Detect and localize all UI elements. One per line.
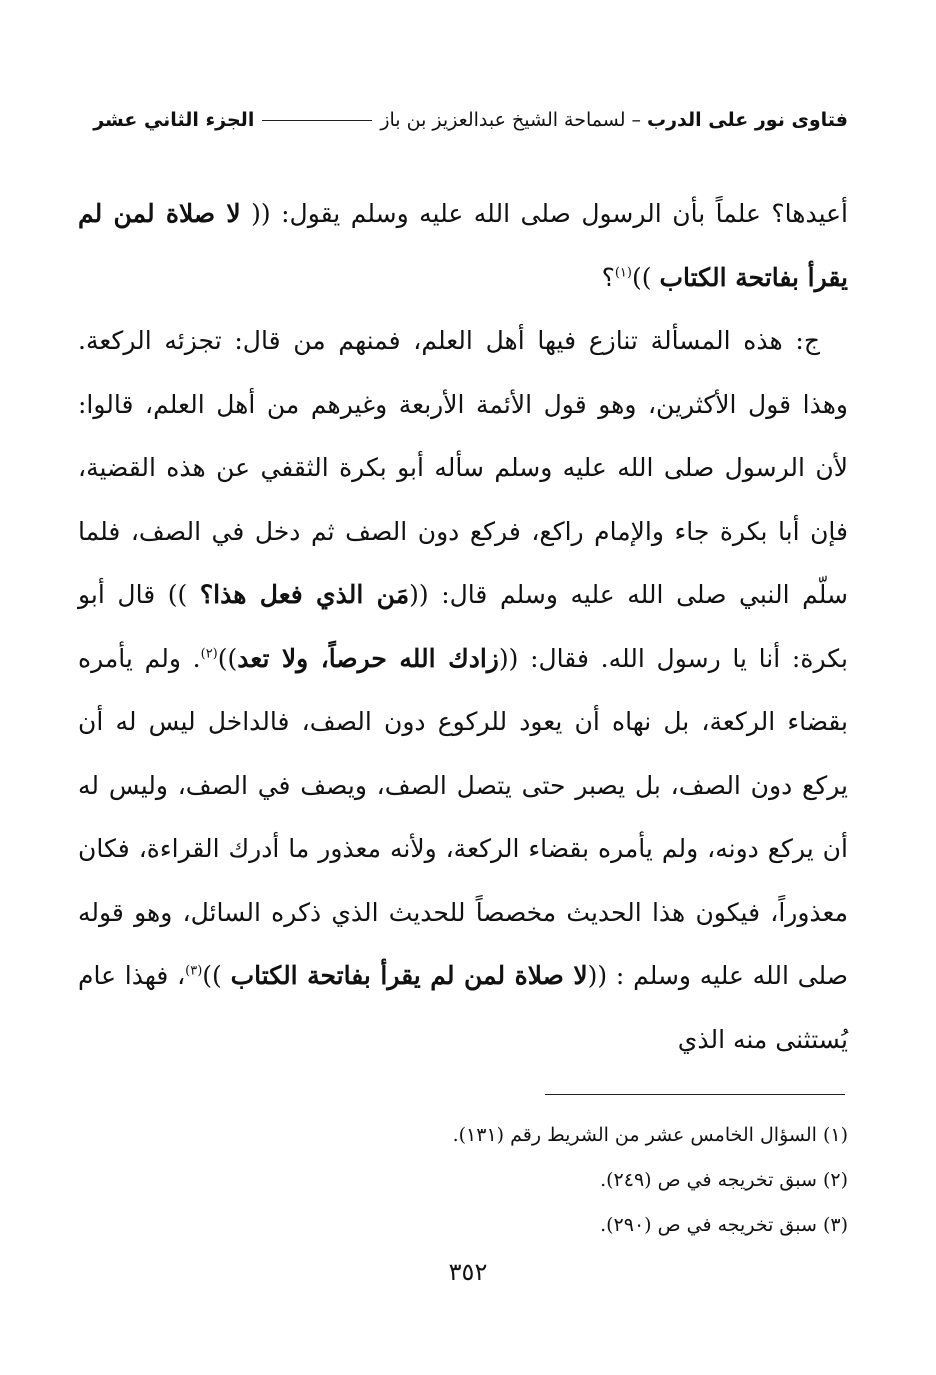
footnote-divider	[545, 1094, 845, 1095]
footnote-1: (١) السؤال الخامس عشر من الشريط رقم (١٣١).	[452, 1124, 848, 1146]
quote-close: ))	[631, 262, 652, 292]
footnote-ref-1: (١)	[614, 265, 632, 281]
footnotes	[78, 1113, 848, 1248]
main-text	[78, 182, 848, 1071]
hadith-quote: لا صلاة لمن لم يقرأ بفاتحة الكتاب	[78, 199, 848, 292]
hadith-quote: زادك الله حرصاً، ولا تعد	[237, 643, 499, 673]
question-paragraph	[78, 182, 848, 309]
running-header	[78, 100, 848, 140]
answer-text: ج: هذه المسألة تنازع فيها أهل العلم، فمنهم من قال: تجزئه الركعة. وهذا قول الأكثرين، وهو قول الأئمة الأربعة وغيرهم من أهل العلم، قالوا: لأن الرسول صلى الله عليه وسلم سأله أبو بكرة الثقفي عن هذه القضية، فإن أبا بكرة جاء والإمام راكع، فركع دون الصف ثم دخل في الصف، فلما سلّم النبي صلى الله عليه وسلم قال: ((	[78, 326, 849, 609]
answer-text: . ولم يأمره بقضاء الركعة، بل نهاه أن يعود للركوع دون الصف، فالداخل ليس له أن يركع دون الصف، بل يصبر حتى يتصل الصف، ويصف في الصف، وليس له أن يركع دونه، ولم يأمره بقضاء الركعة، ولأنه معذور ما أدرك القراءة، فكان معذوراً، فيكون هذا الحديث مخصصاً للحديث الذي ذكره السائل، وهو قوله صلى الله عليه وسلم : ((	[78, 643, 848, 990]
hadith-quote: لا صلاة لمن لم يقرأ بفاتحة الكتاب	[230, 961, 588, 990]
header-rule	[262, 120, 372, 121]
hadith-quote: مَن الذي فعل هذا؟	[199, 580, 410, 609]
footnote-3: (٣) سبق تخريجه في ص (٢٩٠).	[600, 1214, 848, 1236]
volume-part: الجزء الثاني عشر	[93, 109, 255, 131]
question-mark: ؟	[601, 262, 615, 292]
answer-paragraph	[78, 309, 848, 1071]
page-number: ٣٥٢	[448, 1258, 488, 1286]
footnote-ref-3: (٣)	[185, 963, 203, 979]
footnote-ref-2: (٢)	[200, 646, 218, 662]
answer-text: )) قال أبو بكرة: أنا يا رسول الله. فقال: ((	[78, 580, 849, 673]
question-text: أعيدها؟ علماً بأن الرسول صلى الله عليه وسلم يقول: ((	[251, 199, 848, 228]
quote-close: ))	[217, 643, 238, 673]
answer-text: ، فهذا عام يُستثنى منه الذي	[78, 961, 848, 1054]
header-separator: –	[631, 109, 641, 131]
footnote-2: (٢) سبق تخريجه في ص (٢٤٩).	[600, 1169, 848, 1191]
quote-close: ))	[202, 961, 222, 990]
author-credit: لسماحة الشيخ عبدالعزيز بن باز	[380, 109, 626, 131]
book-title: فتاوى نور على الدرب	[647, 109, 848, 131]
